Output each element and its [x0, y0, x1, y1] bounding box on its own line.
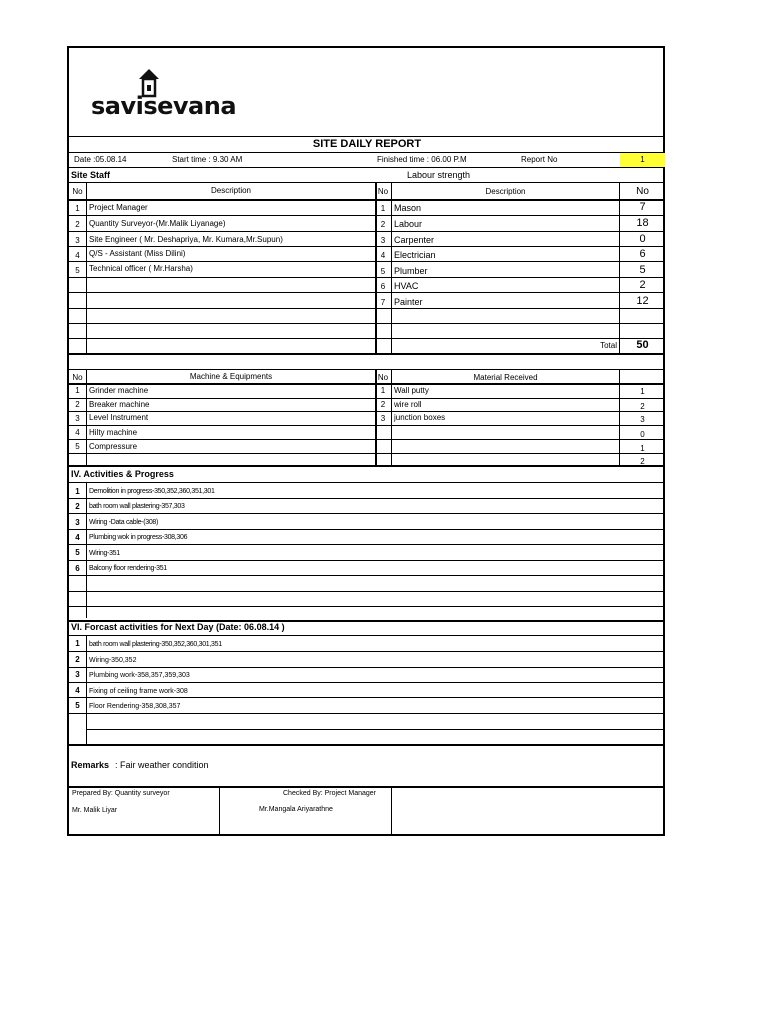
site-staff-heading: Site Staff: [71, 170, 111, 180]
page-title: SITE DAILY REPORT: [312, 138, 422, 150]
machine-col-no: No: [72, 373, 83, 382]
report-no-label: Report No: [521, 155, 558, 164]
checked-by-name: Mr.Mangala Ariyarathne: [259, 806, 333, 813]
finished-time: Finished time : 06.00 P.M: [377, 155, 467, 164]
labour-total-label: Total: [600, 341, 617, 350]
start-time: Start time : 9.30 AM: [172, 155, 243, 164]
labour-col-count: No: [636, 186, 649, 197]
activities-heading: IV. Activities & Progress: [71, 469, 174, 479]
machine-col-desc: Machine & Equipments: [189, 372, 273, 381]
material-col-desc: Material Received: [473, 373, 538, 382]
report-sheet: savisevana SITE DAILY REPORT Date :05.08.14 Start time : 9.30 AM Finished time : 06.00 P.M Report No 1 Site Staff Labour strength No Description No Description No 1 Project Manager 2 Quantity Surveyor-(Mr.Malik Liyanage) 3 Site Engineer ( Mr. Deshapriya, Mr. Kumara,Mr.Supun) 4 Q/S - Assistant (Miss Dilini) 5 Technical officer ( Mr.Harsha) 1 Mason 7 2 Labour 18 3 Carpenter 0 4 Electrician 6 5 Plumber 5 6 HVAC 2 7 Painter 12 Total 50 No Machine & Equipments No Material Received 1 Grinder machine 2 Breaker machine 3 Level Instrument 4 Hilty machine 5 Compressure 1 Wall putty 1 2 wire roll 2 3 junction boxes 3 0 1 2 IV. Activities & Progress 1 Demolition in progress-350,352,360,351,301 2 bath room wall plastering-357,303 3 Wiring -Data cable-(308) 4 Plumbing wok in progress-308,306 5 Wiring-351 6 Balcony floor rendering-351 VI. Forcast activities for Next Day (Date: 06.08.14 ) 1 bath room wall plastering-350,352,360,301,351 2 Wiring-350,352 3 Plumbing work-358,357,359,303 4 Fixing of ceiling frame work-308 5 Floor Rendering-358,308,357 Remarks : Fair weather condition Prepared By: Quantity surveyor Mr. Malik Liyar Checked By: Project Manager Mr.Mangala Ariyarathne: [67, 46, 665, 836]
prepared-by-label: Prepared By: Quantity surveyor: [72, 790, 170, 797]
labour-heading: Labour strength: [407, 170, 471, 180]
labour-col-desc: Description: [485, 187, 526, 196]
material-col-no: No: [377, 373, 389, 382]
logo: [91, 68, 261, 118]
remarks-text: : Fair weather condition: [115, 760, 209, 770]
labour-col-no: No: [377, 187, 389, 196]
staff-col-desc: Description: [210, 186, 251, 195]
forecast-heading: VI. Forcast activities for Next Day (Date: 06.08.14 ): [71, 622, 285, 632]
logo-wordmark: savisevana: [91, 92, 237, 120]
remarks-label: Remarks: [71, 760, 110, 770]
labour-total-value: 50: [636, 339, 649, 351]
report-no-value: 1: [640, 155, 645, 164]
checked-by-label: Checked By: Project Manager: [283, 790, 376, 797]
report-date: Date :05.08.14: [74, 155, 127, 164]
prepared-by-name: Mr. Malik Liyar: [72, 807, 118, 814]
staff-col-no: No: [72, 187, 83, 196]
